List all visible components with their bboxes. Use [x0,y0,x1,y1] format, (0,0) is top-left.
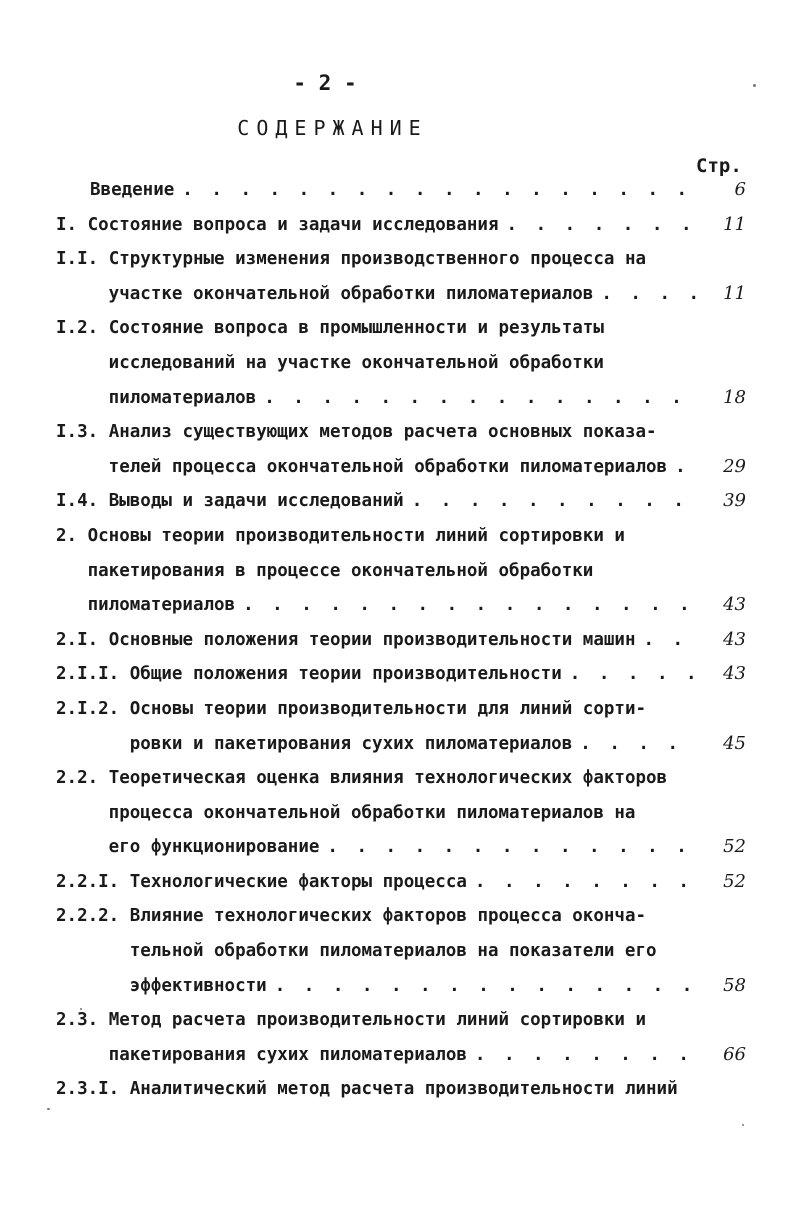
toc-line [56,969,746,1004]
dot-leader [570,657,696,692]
toc-number: 2.3.I. [56,1079,130,1100]
toc-text: Общие положения теории производительности [129,664,562,685]
scan-speck [47,1108,50,1110]
toc-entry [56,623,746,658]
toc-entry [56,242,746,311]
toc-line [56,657,746,692]
toc-line [56,208,746,243]
toc-line [56,588,746,623]
toc-text: Влияние технологических факторов процесса оконча- [129,906,647,927]
toc-page-number: 29 [723,455,746,477]
toc-page-number: 66 [723,1043,746,1065]
page-title: СОДЕРЖАНИЕ [237,116,428,140]
dot-leader [327,830,696,865]
toc-line [56,554,746,589]
toc-page-number: 52 [723,836,746,858]
toc-number: 2.2. [56,768,109,789]
toc-line [56,899,746,934]
toc-line [56,623,746,658]
dot-leader [412,484,696,519]
toc-line [56,484,746,519]
toc-page-number: 39 [723,490,746,512]
toc-entry [56,899,746,1003]
toc-line [56,519,746,554]
toc-entry [56,692,746,761]
toc-number: 2.2.2. [56,906,130,927]
toc-line [56,311,746,346]
toc-text: ровки и пакетирования сухих пиломатериалов [129,733,573,754]
toc-text: телей процесса окончательной обработки пиломатериалов [108,456,668,477]
dot-leader [182,173,696,208]
toc-line [56,727,746,762]
toc-line [56,1072,746,1107]
table-of-contents [56,173,746,1107]
toc-text: пакетирования в процессе окончательной обработки [87,560,594,581]
toc-text: Метод расчета производительности линий сортировки и [108,1010,647,1031]
toc-number: 2.3. [56,1010,109,1031]
toc-text: Основы теории производительности для линий сорти- [129,698,647,719]
toc-entry [56,208,746,243]
toc-text: его функционирование [108,837,320,858]
toc-text: участке окончательной обработки пиломатериалов [108,283,594,304]
toc-entry [56,484,746,519]
toc-number: 2.I.I. [56,664,130,685]
scan-speck [753,84,756,87]
toc-line [56,346,746,381]
toc-text: Анализ существующих методов расчета основных показа- [108,422,657,443]
toc-entry [56,865,746,900]
toc-text: Технологические факторы процесса [129,871,467,892]
toc-page-number: 52 [723,870,746,892]
toc-page-number: 43 [723,628,746,650]
toc-line [56,796,746,831]
page-column-label: Стр. [696,155,742,177]
scan-speck [80,1008,82,1010]
toc-number: I.2. [56,318,109,339]
toc-page-number: 11 [723,213,746,235]
toc-line [56,830,746,865]
toc-line [56,242,746,277]
toc-line [56,450,746,485]
toc-line [56,761,746,796]
toc-entry [56,1072,746,1107]
toc-text: Основы теории производительности линий сортировки и [87,525,625,546]
toc-number: 2.I. [56,629,109,650]
dot-leader [580,727,696,762]
toc-entry [56,657,746,692]
dot-leader [275,969,696,1004]
toc-number: I.I. [56,249,109,270]
scan-speck [742,1124,744,1126]
toc-page-number: 18 [723,386,746,408]
toc-number: I.3. [56,422,109,443]
toc-line [56,692,746,727]
toc-text: исследований на участке окончательной обработки [108,352,604,373]
toc-text: Выводы и задачи исследований [108,491,404,512]
toc-page-number: 43 [723,663,746,685]
toc-text: процесса окончательной обработки пиломатериалов на [108,802,636,823]
toc-line [56,934,746,969]
page-number: - 2 - [293,71,357,95]
toc-text: Основные положения теории производительности машин [108,629,636,650]
toc-page-number: 43 [723,594,746,616]
dot-leader [507,208,696,243]
toc-line [56,415,746,450]
toc-line [56,1038,746,1073]
toc-line [56,865,746,900]
toc-text: эффективности [129,975,267,996]
toc-text: пиломатериалов [87,595,236,616]
toc-entry [56,311,746,415]
toc-page-number: 58 [723,974,746,996]
toc-entry [56,415,746,484]
toc-entry [56,519,746,623]
dot-leader [675,450,696,485]
toc-text: пакетирования сухих пиломатериалов [108,1044,467,1065]
toc-entry [56,173,746,208]
dot-leader [243,588,696,623]
toc-page-number: 45 [723,732,746,754]
toc-number: I. [56,214,88,235]
dot-leader [643,623,696,658]
toc-page-number: 6 [734,179,746,200]
toc-text: Аналитический метод расчета производительности линий [129,1079,678,1100]
dot-leader [601,277,696,312]
toc-line [56,173,746,208]
toc-number: 2. [56,525,88,546]
toc-text: Состояние вопроса и задачи исследования [87,214,499,235]
toc-text: тельной обработки пиломатериалов на показатели его [129,941,657,962]
toc-line [56,381,746,416]
toc-text: Введение [90,180,175,200]
toc-entry [56,1003,746,1072]
toc-text: пиломатериалов [108,387,257,408]
dot-leader [475,865,696,900]
toc-number: I.4. [56,491,109,512]
toc-number: 2.I.2. [56,698,130,719]
dot-leader [475,1038,696,1073]
toc-line [56,277,746,312]
toc-text: Теоретическая оценка влияния технологических факторов [108,768,668,789]
dot-leader [264,381,696,416]
toc-page-number: 11 [723,282,746,304]
toc-text: Структурные изменения производственного процесса на [108,249,647,270]
toc-text: Состояние вопроса в промышленности и результаты [108,318,604,339]
toc-line [56,1003,746,1038]
toc-number: 2.2.I. [56,871,130,892]
toc-entry [56,761,746,865]
